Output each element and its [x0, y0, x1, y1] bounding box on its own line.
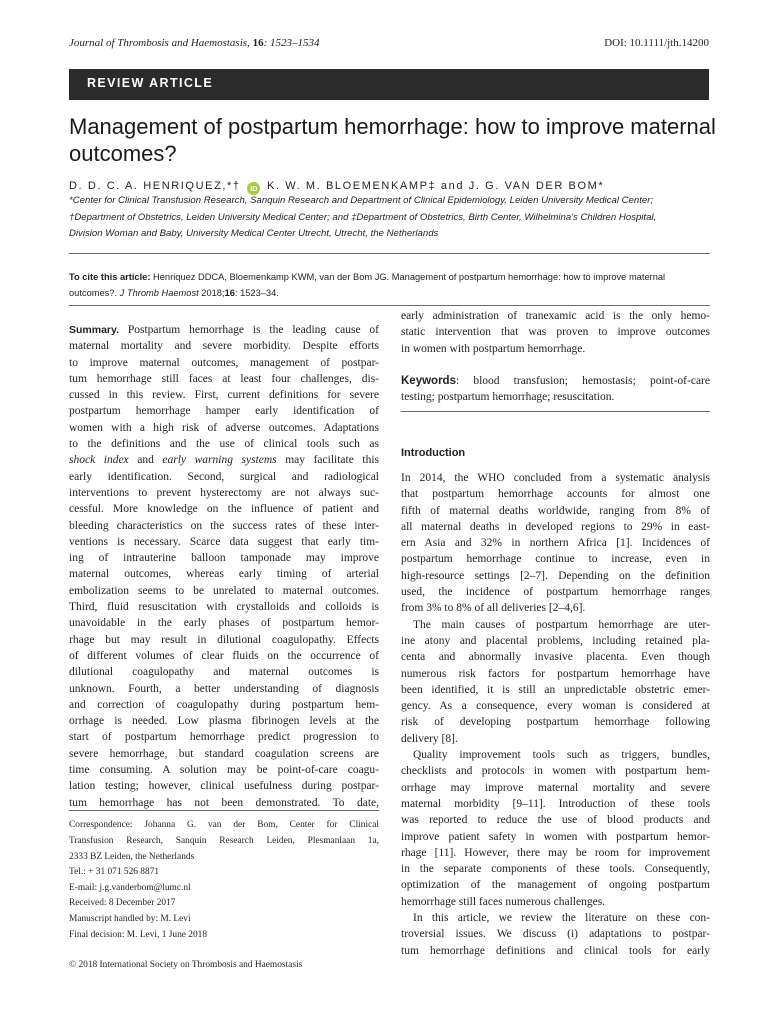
- intro-line: used, the incidence of postpartum hemorrhage ranges: [401, 586, 710, 599]
- intro-line: delivery [8].: [401, 732, 458, 745]
- intro-line: all maternal deaths in developed regions to 29% in east-: [401, 520, 710, 533]
- intro-line: ern Asia and 32% in northern Africa [1]. Incidences of: [401, 537, 710, 550]
- correspondence-line: Transfusion Research, Sanquin Research Leiden, Plesmanlaan 1a,: [69, 835, 379, 846]
- author-3: and J. G. VAN DER BOM*: [440, 180, 605, 192]
- intro-line: centa and abnormally invasive placenta. Even though: [401, 651, 710, 664]
- summary-line: lation testing; however, clinical usefulness during postpar-: [69, 780, 379, 793]
- summary-line: early identification. Second, surgical and radiological: [69, 470, 379, 483]
- citation-journal: J Thromb Haemost: [119, 288, 199, 298]
- summary-line: orrhage is needed. Low plasma fibrinogen levels at the: [69, 715, 379, 728]
- summary-paragraph: [69, 322, 379, 811]
- citation-text: Henriquez DDCA, Bloemenkamp KWM, van der Bom JG. Management of postpartum hemorrhage: how to improve maternal outcomes?.: [69, 272, 666, 298]
- summary-line: cessful. More knowledge on the influence of patient and: [69, 503, 379, 516]
- term-shock-index: shock index: [69, 454, 129, 467]
- received-date: Received: 8 December 2017: [69, 898, 176, 908]
- term-early-warning-systems: early warning systems: [162, 454, 277, 467]
- intro-line: checklists and protocols in women with postpartum hem-: [401, 765, 710, 778]
- intro-line: In 2014, the WHO concluded from a systematic analysis: [401, 472, 710, 484]
- summary-line: rhage but may result in dilutional coagulopathy. Effects: [69, 633, 379, 646]
- intro-line: risk of developing postpartum hemorrhage following: [401, 716, 710, 729]
- intro-line: fifth of maternal deaths worldwide, ranging from 8% of: [401, 504, 710, 517]
- orcid-icon[interactable]: iD: [247, 182, 260, 195]
- running-head-journal: [69, 37, 319, 49]
- intro-line: orrhage may improve maternal mortality and severe: [401, 781, 710, 794]
- summary-line: unavoidable in the early phases of postpartum hemor-: [69, 617, 379, 630]
- copyright-notice: © 2018 International Society on Thrombosis and Haemostasis: [69, 960, 303, 970]
- dates-block: [69, 896, 379, 943]
- summary-text: Postpartum hemorrhage is the leading cause of: [119, 324, 379, 336]
- intro-line: Quality improvement tools such as triggers, bundles,: [413, 749, 710, 762]
- journal-pages: : 1523–1534: [263, 37, 320, 49]
- intro-line: from 3% to 8% of all deliveries [2–4,6].: [401, 602, 586, 615]
- summary-line: shock index and early warning systems may facilitate this: [69, 454, 379, 467]
- summary-line: time consuming. A solution may be point-of-care coagu-: [69, 764, 379, 777]
- handled-by: Manuscript handled by: M. Levi: [69, 913, 191, 924]
- author-2: K. W. M. BLOEMENKAMP‡: [266, 180, 437, 192]
- intro-line: maternal morbidity [9–11]. Introduction of these tools: [401, 797, 710, 810]
- summary-line: bleeding characteristics on the success rates of these inter-: [69, 519, 379, 532]
- intro-line: in the separate components of these tools. Consequently,: [401, 863, 710, 876]
- intro-line: improve patient safety in women with postpartum hemor-: [401, 830, 710, 843]
- intro-line: was reported to reduce the use of blood products and: [401, 814, 710, 827]
- intro-line: hemorrhage still faces numerous challenges.: [401, 895, 606, 908]
- correspondence-line: 2333 BZ Leiden, the Netherlands: [69, 851, 195, 862]
- summary-line: maternal outcomes, whereas early timing of arterial: [69, 568, 379, 581]
- author-list: [69, 180, 604, 195]
- article-type-label: REVIEW ARTICLE: [87, 76, 214, 90]
- summary-line: Third, fluid resuscitation with crystalloids and colloids is: [69, 601, 379, 614]
- journal-volume: 16: [252, 37, 264, 49]
- intro-line: gency. As a consequence, every woman is considered at: [401, 700, 710, 713]
- intro-line: rhage [11]. However, there may be room for improvement: [401, 846, 710, 859]
- summary-line: ing of intrauterine balloon tamponade may improve: [69, 552, 379, 565]
- intro-line: ine atony and placental problems, including retained pla-: [401, 634, 710, 647]
- affiliation-line: Division Woman and Baby, University Medical Center Utrecht, Utrecht, the Netherlands: [69, 228, 439, 239]
- doi[interactable]: DOI: 10.1111/jth.14200: [604, 37, 709, 49]
- citation-pages: : 1523–34.: [234, 288, 279, 298]
- intro-line: The main causes of postpartum hemorrhage are uter-: [413, 618, 710, 631]
- article-type-banner: [69, 69, 709, 100]
- intro-line: high-resource settings [2–7]. Depending on the definition: [401, 569, 710, 582]
- summary-label: Summary.: [69, 324, 119, 336]
- summary-line: severe hemorrhage, but standard coagulation screens are: [69, 747, 379, 760]
- summary-line: cussed in this review. First, current definitions for severe: [69, 389, 379, 402]
- summary-line: [69, 322, 379, 338]
- summary-line: to the definitions and the use of clinical tools such as: [69, 438, 379, 451]
- intro-line: troversial issues. We discuss (i) adaptations to postpar-: [401, 928, 710, 941]
- citation-year: 2018;: [201, 288, 225, 298]
- affiliation-line: *Center for Clinical Transfusion Research, Sanquin Research and Department of Clinical Epidemiology, Leiden University Medical Center;: [69, 195, 654, 206]
- citation-volume: 16: [224, 288, 235, 298]
- keywords-text: : blood transfusion; hemostasis; point-of-care: [455, 375, 710, 387]
- summary-line: and correction of coagulopathy during postpartum hem-: [69, 698, 379, 711]
- affiliation-line: †Department of Obstetrics, Leiden University Medical Center; and ‡Department of Obstetrics, Birth Center, Wilhelmina's Children Hospital,: [69, 212, 657, 223]
- intro-line: postpartum hemorrhage continue to increase, even in: [401, 553, 710, 566]
- keywords-line: testing; postpartum hemorrhage; resuscitation.: [401, 391, 615, 404]
- intro-line: been identified, it is still an unpredictable obstetric emer-: [401, 683, 710, 696]
- intro-line: numerous risk factors for postpartum hemorrhage have: [401, 667, 710, 680]
- footnote-divider: [69, 810, 379, 811]
- citation-label: To cite this article:: [69, 272, 151, 282]
- correspondence-email[interactable]: E-mail: j.g.vanderbom@lumc.nl: [69, 883, 191, 894]
- intro-line: In this article, we review the literature on these con-: [413, 912, 710, 925]
- intro-line: tum hemorrhage definitions and clinical tools for early: [401, 944, 710, 957]
- summary-line: dilutional coagulopathy and maternal outcomes is: [69, 666, 379, 679]
- section-heading: Introduction: [401, 447, 466, 459]
- keywords-line: [401, 373, 710, 389]
- summary-line: embolization seems to be unrelated to maternal outcomes.: [69, 584, 379, 597]
- summary-line: static intervention that was proven to improve outcomes: [401, 326, 710, 339]
- introduction-text: [401, 470, 710, 959]
- summary-line: early administration of tranexamic acid is the only hemo-: [401, 310, 710, 322]
- summary-line: postpartum hemorrhage hamper early identification of: [69, 405, 379, 418]
- summary-line: in women with postpartum hemorrhage.: [401, 342, 586, 355]
- summary-line: of different volumes of clear fluids on the occurrence of: [69, 649, 379, 662]
- intro-line: optimization of the management of ongoing postpartum: [401, 879, 710, 892]
- keywords-label: Keywords: [401, 375, 456, 387]
- intro-line: that postpartum hemorrhage accounts for almost one: [401, 488, 710, 501]
- summary-continuation: [401, 308, 710, 357]
- summary-line: ventions is necessary. Scarce data suggest that early tim-: [69, 535, 379, 548]
- article-title: Management of postpartum hemorrhage: how to improve maternal outcomes?: [69, 114, 716, 166]
- summary-line: tum hemorrhage has not been demonstrated. To date,: [69, 796, 379, 809]
- summary-line: start of postpartum hemorrhage predict progression to: [69, 731, 379, 744]
- summary-line: unknown. Fourth, a better understanding of diagnosis: [69, 682, 379, 695]
- summary-line: tum hemorrhage still faces at least four challenges, dis-: [69, 372, 379, 385]
- citation-block: [69, 269, 710, 301]
- correspondence-block: [69, 818, 379, 897]
- divider: [69, 253, 710, 254]
- divider: [401, 411, 710, 412]
- author-1: D. D. C. A. HENRIQUEZ,*†: [69, 180, 241, 192]
- summary-line: maternal mortality and severe morbidity. Despite efforts: [69, 340, 379, 353]
- final-decision: Final decision: M. Levi, 1 June 2018: [69, 929, 208, 940]
- divider: [69, 305, 710, 306]
- journal-name: Journal of Thrombosis and Haemostasis,: [69, 37, 250, 49]
- correspondence-line: Correspondence: Johanna G. van der Bom, Center for Clinical: [69, 820, 379, 830]
- summary-line: interventions to prevent hysterectomy are not always suc-: [69, 486, 379, 499]
- keywords-block: [401, 373, 710, 406]
- correspondence-phone: Tel.: + 31 071 526 8871: [69, 867, 160, 878]
- summary-line: women with a high risk of adverse outcomes. Adaptations: [69, 421, 379, 434]
- summary-line: to improve maternal outcomes, management of postpar-: [69, 356, 379, 369]
